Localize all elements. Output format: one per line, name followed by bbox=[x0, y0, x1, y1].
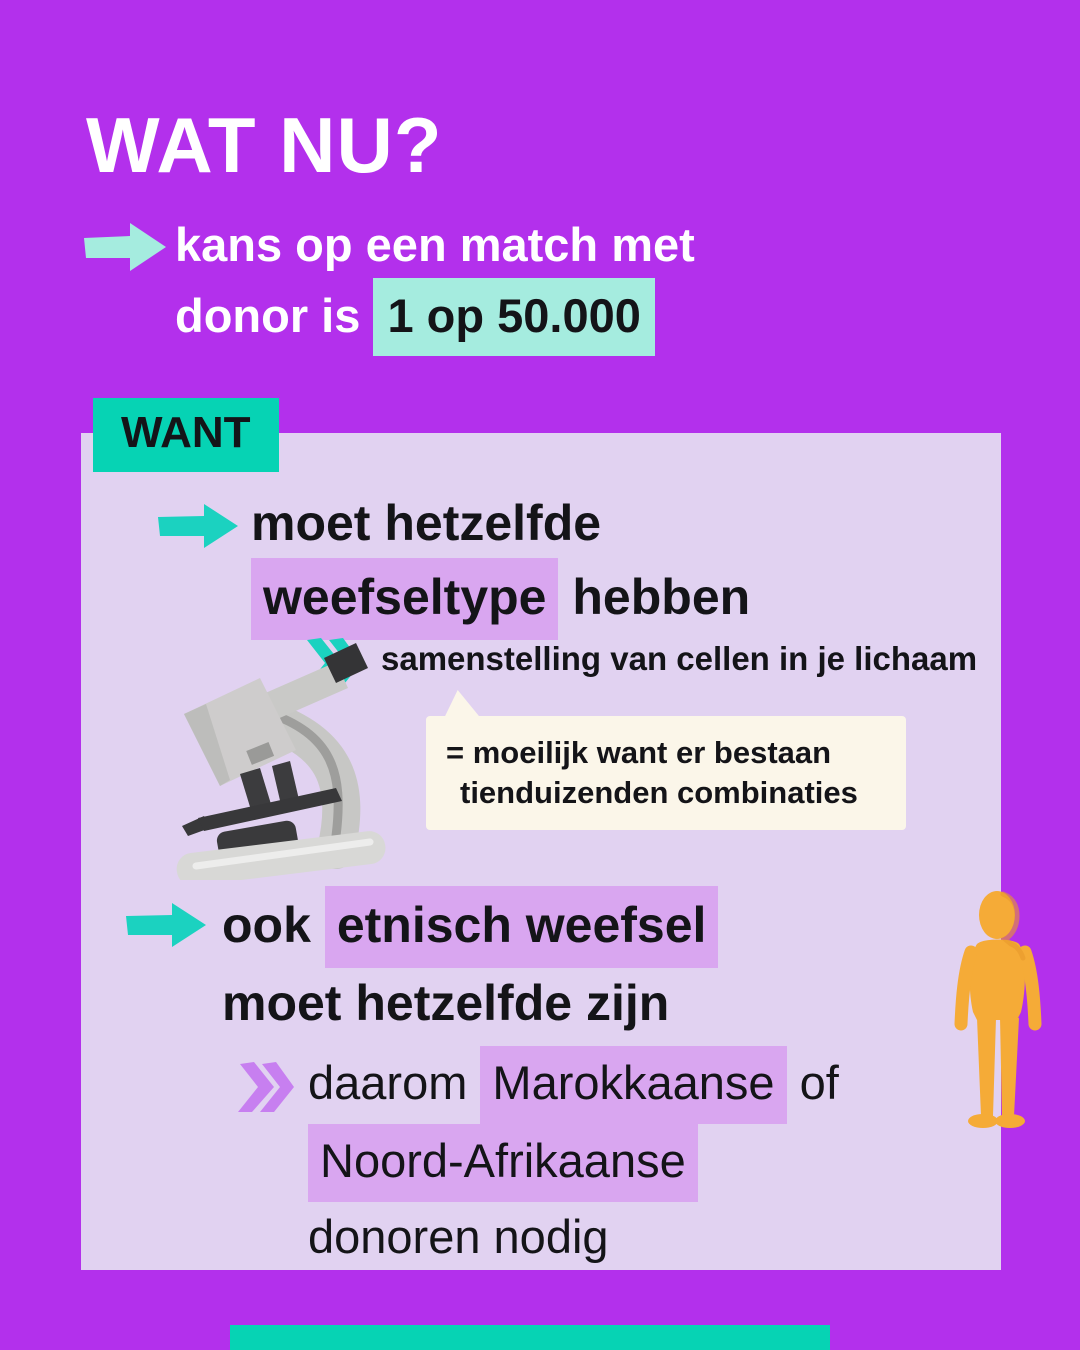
right-arrow-icon bbox=[158, 502, 240, 550]
want-badge: WANT bbox=[93, 398, 279, 472]
bullet-etnisch bbox=[222, 886, 718, 1038]
noord-afrikaanse-highlight: Noord-Afrikaanse bbox=[308, 1124, 698, 1202]
person-figure bbox=[951, 888, 1045, 1142]
bullet-weefseltype-line1: moet hetzelfde bbox=[251, 495, 602, 551]
subnote-donors-line1 bbox=[308, 1046, 839, 1124]
right-arrow-icon bbox=[82, 221, 168, 273]
bullet-weefseltype bbox=[251, 488, 750, 640]
weefseltype-highlight: weefseltype bbox=[251, 558, 558, 640]
bullet-etnisch-line1 bbox=[222, 886, 718, 968]
subnote-donors-line1-prefix: daarom bbox=[308, 1056, 468, 1109]
intro-statement bbox=[175, 212, 695, 356]
bubble-line1: = moeilijk want er bestaan bbox=[446, 735, 832, 770]
subnote-donors-line1-suffix: of bbox=[799, 1056, 839, 1109]
double-chevron-icon bbox=[238, 1060, 294, 1114]
match-odds-highlight: 1 op 50.000 bbox=[373, 278, 654, 356]
intro-line1: kans op een match met bbox=[175, 218, 695, 271]
speech-bubble bbox=[426, 716, 906, 830]
microscope-illustration bbox=[138, 620, 396, 880]
footer-accent-bar bbox=[230, 1325, 830, 1350]
intro-line2-prefix: donor is bbox=[175, 289, 361, 342]
bullet-etnisch-line1-prefix: ook bbox=[222, 897, 311, 953]
etnisch-weefsel-highlight: etnisch weefsel bbox=[325, 886, 719, 968]
subnote-donors-line2 bbox=[308, 1124, 839, 1202]
marokkaanse-highlight: Marokkaanse bbox=[480, 1046, 786, 1124]
bullet-etnisch-line2: moet hetzelfde zijn bbox=[222, 975, 670, 1031]
right-arrow-icon bbox=[126, 901, 208, 949]
intro-line2 bbox=[175, 278, 695, 356]
page-title: WAT NU? bbox=[86, 101, 443, 189]
subnote-donors bbox=[308, 1046, 839, 1272]
subnote-cells: samenstelling van cellen in je lichaam bbox=[381, 640, 978, 677]
bubble-line2: tienduizenden combinaties bbox=[460, 775, 858, 810]
subnote-donors-line3: donoren nodig bbox=[308, 1210, 609, 1263]
bullet-weefseltype-line2-suffix: hebben bbox=[572, 569, 751, 625]
